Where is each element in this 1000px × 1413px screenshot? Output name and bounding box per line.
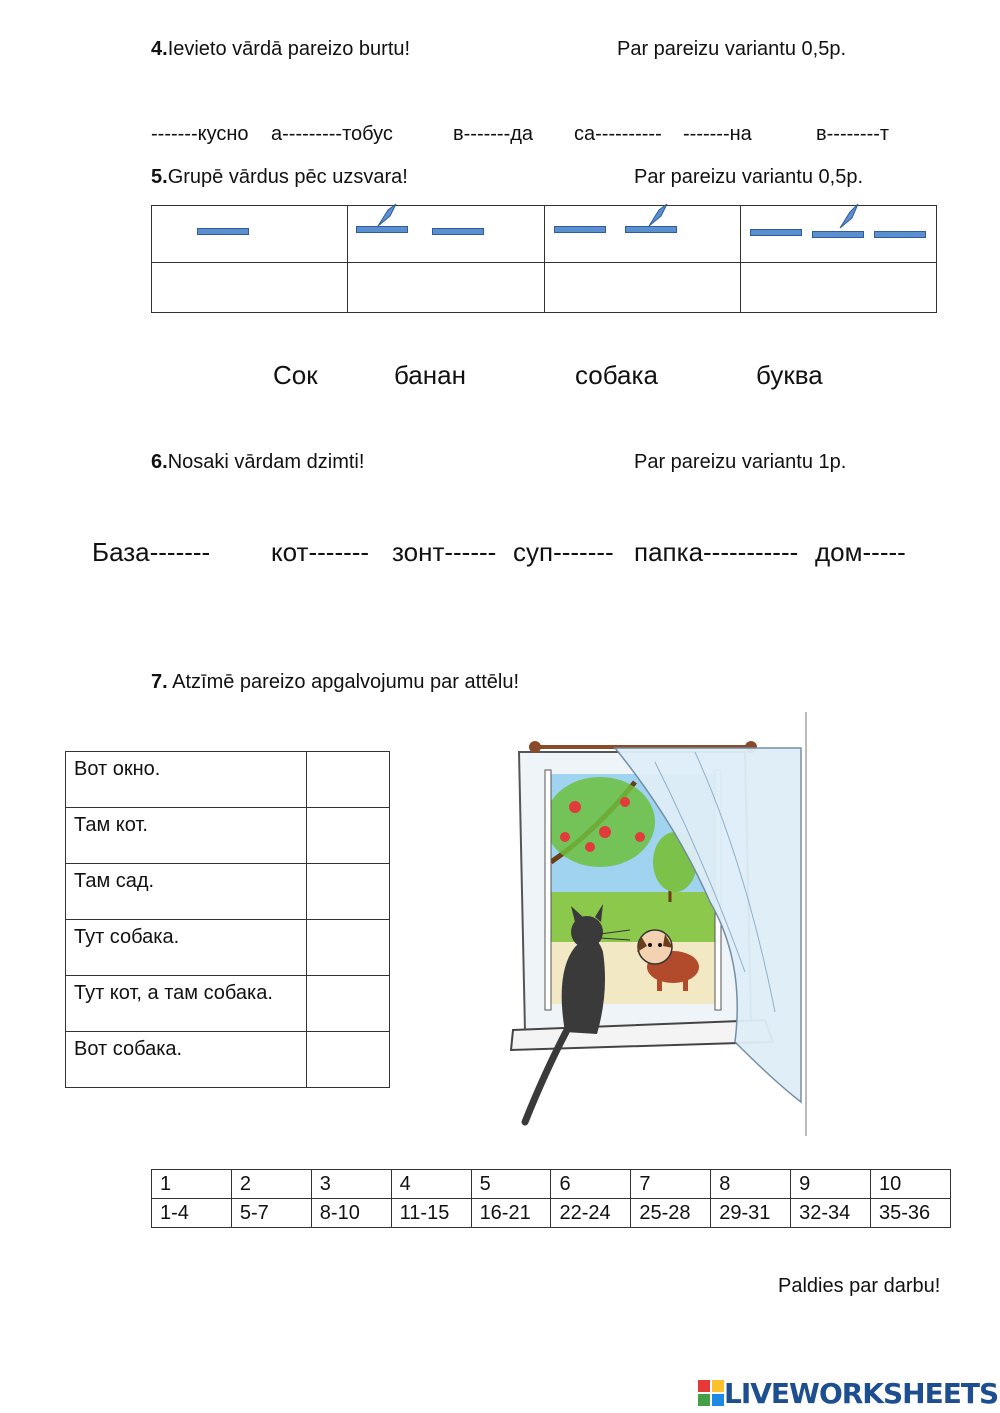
task5-number: 5. — [151, 166, 168, 188]
logo-blocks-icon — [698, 1380, 724, 1406]
grade-cell: 10 — [871, 1170, 951, 1199]
grade-cell: 8 — [711, 1170, 791, 1199]
task4-word[interactable]: в-------да — [453, 123, 534, 145]
answer-cell[interactable] — [544, 263, 740, 313]
grade-cell: 7 — [631, 1170, 711, 1199]
task4-title: Ievieto vārdā pareizo burtu! — [167, 38, 411, 60]
task6-heading — [151, 451, 364, 474]
task6-word[interactable]: кот------- — [271, 537, 370, 567]
range-cell: 22-24 — [551, 1199, 631, 1228]
liveworksheets-logo[interactable] — [698, 1376, 998, 1410]
task4-points: Par pareizu variantu 0,5p. — [617, 38, 847, 60]
statement-checkbox[interactable] — [307, 920, 390, 976]
task4-word[interactable]: а---------тобус — [271, 123, 393, 145]
statement-text: Тут собака. — [66, 920, 307, 976]
statements-table — [65, 751, 390, 1088]
task5-title: Grupē vārdus pēc uzsvara! — [167, 166, 408, 188]
statement-checkbox[interactable] — [307, 976, 390, 1032]
range-cell: 35-36 — [871, 1199, 951, 1228]
range-cell: 29-31 — [711, 1199, 791, 1228]
range-cell: 25-28 — [631, 1199, 711, 1228]
closing-text: Paldies par darbu! — [778, 1275, 941, 1297]
grade-cell: 5 — [471, 1170, 551, 1199]
statement-checkbox[interactable] — [307, 752, 390, 808]
task6-word[interactable]: папка----------- — [634, 537, 799, 567]
logo-text: LIVEWORKSHEETS — [724, 1376, 999, 1410]
syllable-dash — [874, 231, 926, 238]
task6-word[interactable]: База------- — [92, 537, 211, 567]
grade-cell: 3 — [311, 1170, 391, 1199]
range-cell: 1-4 — [152, 1199, 232, 1228]
grade-cell: 6 — [551, 1170, 631, 1199]
task4-word[interactable]: в--------т — [816, 123, 890, 145]
stress-pattern-1 — [152, 206, 348, 263]
syllable-dash — [812, 231, 864, 238]
task5-points: Par pareizu variantu 0,5p. — [634, 166, 864, 188]
statement-text: Там сад. — [66, 864, 307, 920]
task4-word[interactable]: -------на — [683, 123, 752, 145]
statement-checkbox[interactable] — [307, 1032, 390, 1088]
range-cell: 16-21 — [471, 1199, 551, 1228]
task4-heading — [151, 38, 410, 61]
answer-cell[interactable] — [348, 263, 544, 313]
answer-cell[interactable] — [152, 263, 348, 313]
task6-number: 6. — [151, 451, 168, 473]
task5-word[interactable]: банан — [394, 360, 466, 390]
stress-pattern-4 — [740, 206, 936, 263]
task6-points: Par pareizu variantu 1p. — [634, 451, 847, 473]
task4-word[interactable]: -------кусно — [151, 123, 249, 145]
window-cat-dog-illustration — [505, 712, 808, 1136]
grading-table — [151, 1169, 951, 1228]
stress-mark-icon — [374, 202, 404, 228]
statement-text: Вот окно. — [66, 752, 307, 808]
stress-mark-icon — [836, 202, 866, 230]
task5-word[interactable]: Сок — [273, 360, 318, 390]
stress-mark-icon — [645, 202, 675, 228]
task4-number: 4. — [151, 38, 168, 60]
task5-heading — [151, 166, 408, 189]
range-cell: 5-7 — [231, 1199, 311, 1228]
syllable-dash — [197, 228, 249, 235]
grade-cell: 1 — [152, 1170, 232, 1199]
task6-word[interactable]: дом----- — [815, 537, 906, 567]
stress-pattern-table — [151, 205, 937, 313]
statement-text: Вот собака. — [66, 1032, 307, 1088]
range-cell: 11-15 — [391, 1199, 471, 1228]
task7-number: 7. — [151, 671, 168, 693]
statement-checkbox[interactable] — [307, 864, 390, 920]
task4-word[interactable]: са---------- — [574, 123, 662, 145]
syllable-dash — [554, 226, 606, 233]
range-cell: 8-10 — [311, 1199, 391, 1228]
task6-title: Nosaki vārdam dzimti! — [167, 451, 365, 473]
task5-word[interactable]: собака — [575, 360, 658, 390]
answer-cell[interactable] — [740, 263, 936, 313]
task6-word[interactable]: суп------- — [513, 537, 614, 567]
grade-cell: 2 — [231, 1170, 311, 1199]
task7-heading — [151, 671, 519, 694]
range-cell: 32-34 — [791, 1199, 871, 1228]
stress-pattern-3 — [544, 206, 740, 263]
stress-pattern-2 — [348, 206, 544, 263]
grade-cell: 4 — [391, 1170, 471, 1199]
statement-text: Там кот. — [66, 808, 307, 864]
statement-checkbox[interactable] — [307, 808, 390, 864]
grade-cell: 9 — [791, 1170, 871, 1199]
statement-text: Тут кот, а там собака. — [66, 976, 307, 1032]
task6-word[interactable]: зонт------ — [392, 537, 497, 567]
syllable-dash — [432, 228, 484, 235]
task7-title: Atzīmē pareizo apgalvojumu par attēlu! — [167, 671, 519, 693]
syllable-dash — [750, 229, 802, 236]
task5-word[interactable]: буква — [756, 360, 823, 390]
